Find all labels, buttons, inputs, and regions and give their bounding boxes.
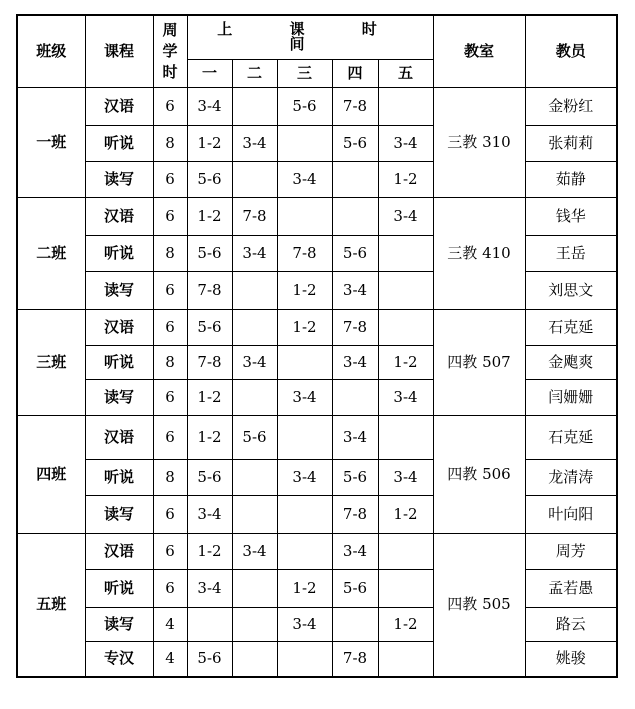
teacher-cell: 孟若愚 xyxy=(525,569,617,607)
period-cell: 7-8 xyxy=(277,235,332,271)
teacher-cell: 石克延 xyxy=(525,415,617,459)
period-cell xyxy=(277,345,332,379)
room-cell: 四教 505 xyxy=(433,533,525,677)
teacher-cell: 龙清涛 xyxy=(525,459,617,495)
room-cell: 三教 310 xyxy=(433,87,525,197)
teacher-cell: 闫姗姗 xyxy=(525,379,617,415)
period-cell: 3-4 xyxy=(332,533,378,569)
table-row xyxy=(17,309,617,345)
period-cell: 1-2 xyxy=(378,607,433,641)
table-row xyxy=(17,533,617,569)
weekly-hours-cell: 6 xyxy=(153,161,187,197)
period-cell: 5-6 xyxy=(332,569,378,607)
teacher-cell: 钱华 xyxy=(525,197,617,235)
teacher-cell: 金粉红 xyxy=(525,87,617,125)
teacher-cell: 周芳 xyxy=(525,533,617,569)
teacher-cell: 金飑爽 xyxy=(525,345,617,379)
period-cell xyxy=(232,569,277,607)
room-cell: 三教 410 xyxy=(433,197,525,309)
weekly-hours-cell: 6 xyxy=(153,197,187,235)
period-cell xyxy=(232,161,277,197)
course-cell: 汉语 xyxy=(85,415,153,459)
period-cell xyxy=(232,87,277,125)
table-row xyxy=(17,235,617,271)
period-cell: 3-4 xyxy=(378,459,433,495)
course-cell: 专汉 xyxy=(85,641,153,677)
header-course: 课程 xyxy=(85,15,153,87)
weekly-hours-cell: 6 xyxy=(153,379,187,415)
period-cell: 7-8 xyxy=(187,345,232,379)
table-row xyxy=(17,495,617,533)
header-day-4: 四 xyxy=(332,59,378,87)
course-cell: 听说 xyxy=(85,459,153,495)
period-cell: 1-2 xyxy=(187,197,232,235)
table-row xyxy=(17,415,617,459)
weekly-hours-cell: 6 xyxy=(153,87,187,125)
period-cell: 5-6 xyxy=(332,235,378,271)
period-cell xyxy=(378,271,433,309)
course-cell: 听说 xyxy=(85,569,153,607)
period-cell xyxy=(277,415,332,459)
period-cell: 1-2 xyxy=(277,569,332,607)
header-weekly-hours-char: 时 xyxy=(162,62,178,81)
period-cell: 1-2 xyxy=(378,345,433,379)
header-day-5: 五 xyxy=(378,59,433,87)
teacher-cell: 刘思文 xyxy=(525,271,617,309)
teacher-cell: 姚骏 xyxy=(525,641,617,677)
course-cell: 读写 xyxy=(85,161,153,197)
table-row xyxy=(17,161,617,197)
period-cell: 7-8 xyxy=(332,87,378,125)
teacher-cell: 茹静 xyxy=(525,161,617,197)
teacher-cell: 叶向阳 xyxy=(525,495,617,533)
period-cell xyxy=(378,235,433,271)
schedule-body xyxy=(17,87,617,677)
period-cell xyxy=(232,641,277,677)
weekly-hours-cell: 8 xyxy=(153,125,187,161)
period-cell: 7-8 xyxy=(332,309,378,345)
table-row xyxy=(17,641,617,677)
header-weekly-hours xyxy=(153,15,187,87)
class-name-cell: 一班 xyxy=(17,87,85,197)
period-cell xyxy=(232,309,277,345)
period-cell: 5-6 xyxy=(187,459,232,495)
period-cell: 5-6 xyxy=(187,309,232,345)
weekly-hours-cell: 6 xyxy=(153,495,187,533)
period-cell: 7-8 xyxy=(332,495,378,533)
teacher-cell: 张莉莉 xyxy=(525,125,617,161)
course-cell: 汉语 xyxy=(85,309,153,345)
weekly-hours-cell: 6 xyxy=(153,569,187,607)
period-cell xyxy=(378,641,433,677)
period-cell xyxy=(332,197,378,235)
period-cell xyxy=(232,379,277,415)
course-cell: 读写 xyxy=(85,607,153,641)
table-row xyxy=(17,271,617,309)
class-name-cell: 三班 xyxy=(17,309,85,415)
period-cell: 5-6 xyxy=(332,459,378,495)
period-cell xyxy=(378,415,433,459)
period-cell xyxy=(277,533,332,569)
period-cell: 3-4 xyxy=(277,379,332,415)
period-cell: 1-2 xyxy=(277,309,332,345)
course-cell: 读写 xyxy=(85,495,153,533)
period-cell xyxy=(332,607,378,641)
period-cell: 5-6 xyxy=(187,641,232,677)
header-day-3: 三 xyxy=(277,59,332,87)
period-cell xyxy=(332,161,378,197)
header-weekly-hours-char: 学 xyxy=(162,41,178,60)
weekly-hours-cell: 6 xyxy=(153,271,187,309)
period-cell: 3-4 xyxy=(187,569,232,607)
weekly-hours-cell: 4 xyxy=(153,641,187,677)
table-row xyxy=(17,197,617,235)
class-name-cell: 二班 xyxy=(17,197,85,309)
course-cell: 汉语 xyxy=(85,87,153,125)
header-class-time: 上 课 时 间 xyxy=(187,15,433,59)
room-cell: 四教 507 xyxy=(433,309,525,415)
period-cell: 5-6 xyxy=(232,415,277,459)
period-cell: 3-4 xyxy=(378,125,433,161)
period-cell: 3-4 xyxy=(187,495,232,533)
period-cell: 7-8 xyxy=(232,197,277,235)
period-cell: 3-4 xyxy=(332,271,378,309)
period-cell: 3-4 xyxy=(277,161,332,197)
period-cell xyxy=(378,569,433,607)
period-cell: 7-8 xyxy=(332,641,378,677)
period-cell xyxy=(187,607,232,641)
period-cell: 1-2 xyxy=(378,495,433,533)
table-row xyxy=(17,87,617,125)
course-cell: 听说 xyxy=(85,125,153,161)
period-cell: 1-2 xyxy=(378,161,433,197)
period-cell: 1-2 xyxy=(187,379,232,415)
period-cell: 7-8 xyxy=(187,271,232,309)
period-cell: 1-2 xyxy=(187,125,232,161)
period-cell xyxy=(232,271,277,309)
course-cell: 汉语 xyxy=(85,197,153,235)
period-cell: 3-4 xyxy=(232,533,277,569)
period-cell: 1-2 xyxy=(277,271,332,309)
course-cell: 听说 xyxy=(85,345,153,379)
class-name-cell: 四班 xyxy=(17,415,85,533)
period-cell: 1-2 xyxy=(187,415,232,459)
period-cell: 3-4 xyxy=(332,345,378,379)
weekly-hours-cell: 8 xyxy=(153,345,187,379)
header-weekly-hours-char: 周 xyxy=(162,20,178,39)
teacher-cell: 石克延 xyxy=(525,309,617,345)
table-row xyxy=(17,607,617,641)
course-cell: 读写 xyxy=(85,271,153,309)
teacher-cell: 路云 xyxy=(525,607,617,641)
period-cell: 3-4 xyxy=(277,459,332,495)
course-cell: 听说 xyxy=(85,235,153,271)
period-cell xyxy=(232,459,277,495)
header-teacher: 教员 xyxy=(525,15,617,87)
class-name-cell: 五班 xyxy=(17,533,85,677)
period-cell: 5-6 xyxy=(187,235,232,271)
table-row xyxy=(17,345,617,379)
course-cell: 汉语 xyxy=(85,533,153,569)
period-cell xyxy=(332,379,378,415)
period-cell: 5-6 xyxy=(187,161,232,197)
class-schedule-table xyxy=(16,14,618,678)
period-cell xyxy=(378,87,433,125)
period-cell xyxy=(232,607,277,641)
room-cell: 四教 506 xyxy=(433,415,525,533)
period-cell: 3-4 xyxy=(277,607,332,641)
table-row xyxy=(17,459,617,495)
header-row-1 xyxy=(17,15,617,59)
weekly-hours-cell: 6 xyxy=(153,415,187,459)
header-day-1: 一 xyxy=(187,59,232,87)
period-cell: 3-4 xyxy=(232,345,277,379)
table-row xyxy=(17,379,617,415)
period-cell xyxy=(378,309,433,345)
header-room: 教室 xyxy=(433,15,525,87)
weekly-hours-cell: 8 xyxy=(153,459,187,495)
period-cell xyxy=(277,495,332,533)
period-cell: 1-2 xyxy=(187,533,232,569)
header-class: 班级 xyxy=(17,15,85,87)
weekly-hours-cell: 6 xyxy=(153,309,187,345)
teacher-cell: 王岳 xyxy=(525,235,617,271)
period-cell: 3-4 xyxy=(187,87,232,125)
period-cell xyxy=(277,641,332,677)
header-day-2: 二 xyxy=(232,59,277,87)
period-cell: 3-4 xyxy=(332,415,378,459)
period-cell xyxy=(277,125,332,161)
table-row xyxy=(17,125,617,161)
period-cell: 3-4 xyxy=(378,197,433,235)
course-cell: 读写 xyxy=(85,379,153,415)
weekly-hours-cell: 4 xyxy=(153,607,187,641)
period-cell: 5-6 xyxy=(277,87,332,125)
period-cell xyxy=(277,197,332,235)
weekly-hours-cell: 8 xyxy=(153,235,187,271)
period-cell: 5-6 xyxy=(332,125,378,161)
period-cell xyxy=(378,533,433,569)
period-cell xyxy=(232,495,277,533)
table-row xyxy=(17,569,617,607)
period-cell: 3-4 xyxy=(232,125,277,161)
period-cell: 3-4 xyxy=(232,235,277,271)
period-cell: 3-4 xyxy=(378,379,433,415)
weekly-hours-cell: 6 xyxy=(153,533,187,569)
